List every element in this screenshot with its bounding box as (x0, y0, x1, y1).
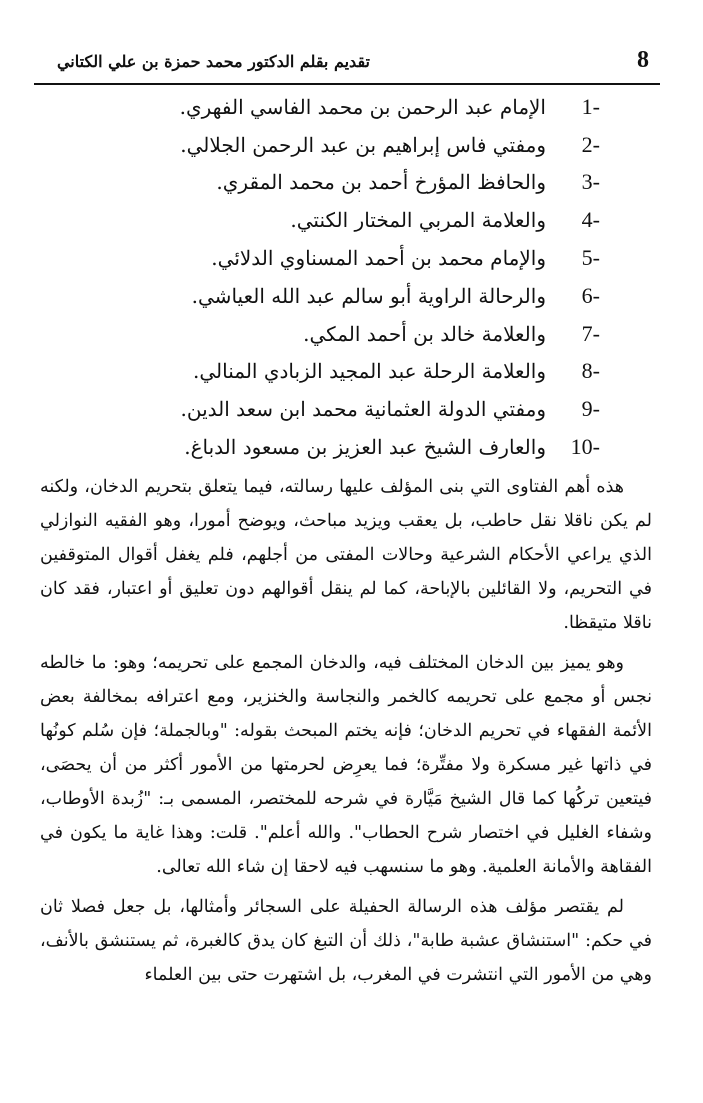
list-item (170, 164, 600, 202)
paragraph: وهو يميز بين الدخان المختلف فيه، والدخان المجمع على تحريمه؛ وهو: ما خالطه نجس أو مجمع على تحريمه كالخمر والنجاسة والخنزير، ومع اعترافه بمخالفة بعض الأئمة الفقهاء في تحريم الدخان؛ فإنه يختم المبحث بقوله: "وبالجملة؛ فإن سُلم كونُها في ذاتها غير مسكرة ولا مفتِّرة؛ فما يعرِض لحرمتها من الأمور أكثر من أن يحصَى، فيتعين تركُها كما قال الشيخ مَيَّارة في شرحه للمختصر، المسمى بـ: "زُبدة الأوطاب، وشفاء الغليل في اختصار شرح الحطاب". والله أعلم". قلت: وهذا غاية ما يكون في الفقاهة والأمانة العلمية. وهو ما سنسهب فيه لاحقا إن شاء الله تعالى. (40, 653, 652, 877)
paragraph: لم يقتصر مؤلف هذه الرسالة الحفيلة على السجائر وأمثالها، بل جعل فصلا ثان في حكم: "استنشاق عشبة طابة"، ذلك أن التبغ كان يدق كالغبرة، ثم يستنشق بالأنف، وهي من الأمور التي انتشرت في المغرب، بل اشتهرت حتى بين العلماء (40, 897, 652, 985)
numbered-list (170, 88, 600, 466)
list-item-number: 4- (581, 207, 600, 233)
list-item-text: الإمام عبد الرحمن بن محمد الفاسي الفهري. (179, 94, 546, 119)
list-item-text: والعلامة الرحلة عبد المجيد الزبادي المنالي. (193, 359, 546, 384)
list-item-text: والعارف الشيخ عبد العزيز بن مسعود الدباغ. (184, 435, 546, 460)
list-item (170, 201, 600, 239)
list-item-text: ومفتي الدولة العثمانية محمد ابن سعد الدين. (180, 397, 546, 422)
list-item (170, 428, 600, 466)
list-item-number: 1- (581, 93, 600, 119)
list-item (170, 88, 600, 126)
list-item-number: 5- (581, 245, 600, 271)
list-item-number: 8- (581, 358, 600, 384)
list-item-number: 10- (570, 434, 600, 460)
running-title: تقديم بقلم الدكتور محمد حمزة بن علي الكتاني (56, 52, 370, 71)
list-item-number: 2- (581, 131, 600, 157)
list-item (170, 390, 600, 428)
list-item-text: والرحالة الراوية أبو سالم عبد الله العياشي. (191, 283, 546, 308)
list-item (170, 315, 600, 353)
list-item-text: والحافظ المؤرخ أحمد بن محمد المقري. (216, 170, 546, 195)
list-item (170, 353, 600, 391)
list-item (170, 239, 600, 277)
list-item-text: والعلامة خالد بن أحمد المكي. (303, 321, 546, 346)
list-item-number: 7- (581, 320, 600, 346)
list-item-text: والإمام محمد بن أحمد المسناوي الدلائي. (211, 246, 546, 271)
page-number: 8 (637, 47, 649, 73)
body-text (40, 470, 652, 998)
list-item-text: ومفتي فاس إبراهيم بن عبد الرحمن الجلالي. (180, 132, 546, 157)
list-item (170, 277, 600, 315)
header-rule (34, 83, 660, 85)
page-header (34, 47, 660, 80)
list-item-number: 9- (581, 396, 600, 422)
list-item-number: 6- (581, 282, 600, 308)
list-item (170, 126, 600, 164)
paragraph: هذه أهم الفتاوى التي بنى المؤلف عليها رسالته، فيما يتعلق بتحريم الدخان، ولكنه لم يكن ناقلا نقل حاطب، بل يعقب ويزيد مباحث، ويوضح أمورا، وهو الفقيه النوازلي الذي يراعي الأحكام الشرعية وحالات المفتى من أجلهم، فلم يغفل أقوال المتوقفين في التحريم، ولا القائلين بالإباحة، كما لم ينقل أقوالهم دون تعليق أو اعتبار، فقد كان ناقلا متيقظا. (40, 477, 652, 633)
list-item-text: والعلامة المربي المختار الكنتي. (290, 208, 546, 233)
list-item-number: 3- (581, 169, 600, 195)
